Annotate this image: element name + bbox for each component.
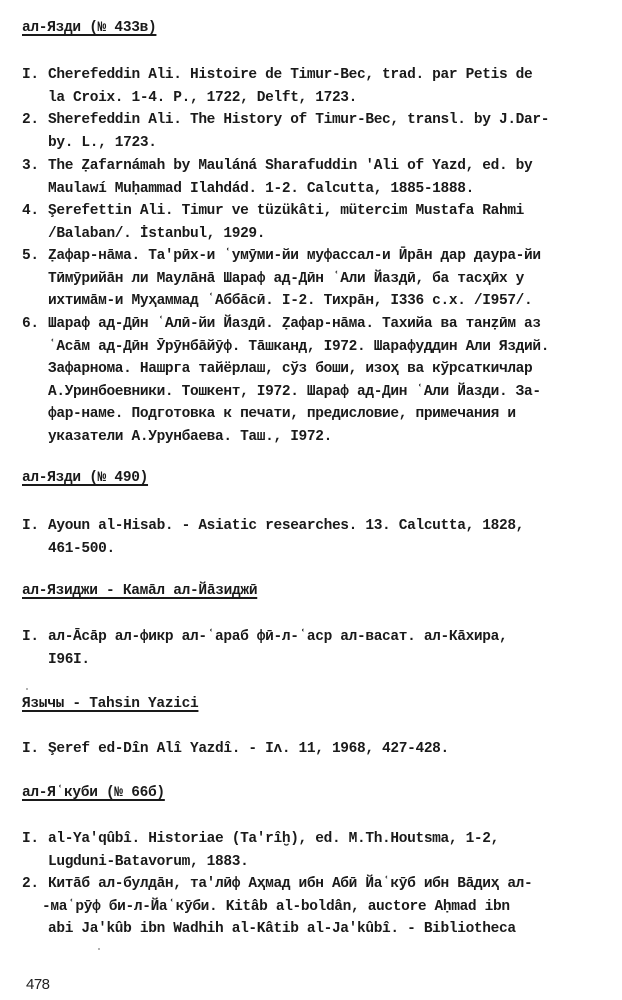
bibliography-entry: [22, 626, 602, 671]
section-heading: ал-Язди (№ 433в): [22, 20, 157, 36]
section-heading: ал-Яʿкуби (№ 66б): [22, 785, 165, 801]
bibliography-entry: [22, 738, 602, 761]
entry-line: Китāб ал-булдāн, та'лӣф Аҳмад ибн Абӣ Йаʿкӯб ибн Вāдиҳ ал-: [48, 876, 533, 892]
entry-line: фар-наме. Подготовка к печати, предисловие, примечания и: [48, 406, 516, 423]
entry-number: 3.: [22, 158, 39, 174]
entry-line: Шараф ад-Дӣн ʿАлӣ-йи Йаздӣ. Ẓафар-нāма. Тахийа ва танẓӣм аз: [48, 316, 541, 332]
section-heading: Язычы - Tahsin Yazici: [22, 696, 199, 712]
entry-line: la Croix. 1-4. P., 1722, Delft, 1723.: [48, 89, 358, 106]
entry-line: /Balaban/. İstanbul, 1929.: [48, 225, 266, 242]
scan-speck: [26, 688, 28, 690]
entry-line: I96I.: [48, 651, 90, 668]
bibliography-entry: [22, 828, 602, 873]
entry-line: abi Ja'kûb ibn Wadhih al-Kâtib al-Ja'kûbî. - Bibliotheca: [48, 921, 516, 938]
entry-line: Зафарнома. Нашрга тайёрлаш, сўз боши, изоҳ ва кўрсаткичлар: [48, 361, 533, 378]
entry-number: 5.: [22, 248, 39, 264]
entry-line: by. L., 1723.: [48, 134, 157, 151]
bibliography-entry: [22, 155, 602, 200]
entry-line: Sherefeddin Ali. The History of Timur-Bec, transl. by J.Dar-: [48, 112, 550, 128]
page-number: 478: [26, 976, 50, 993]
entry-number: 2.: [22, 112, 39, 128]
entry-line: Lugduni-Batavorum, 1883.: [48, 853, 249, 870]
section-heading: ал-Язиджи - Камāл ал-Йāзиджӣ: [22, 583, 258, 599]
bibliography-entry: [22, 245, 602, 313]
entry-line: ʿАсāм ад-Дӣн Ӯрӯнбāйӯф. Тāшканд, I972. Шарафуддин Али Яздий.: [48, 338, 550, 355]
entry-line: The Ẓafarnámah by Mauláná Sharafuddin 'Ali of Yazd, ed. by: [48, 158, 533, 174]
bibliography-entry: [22, 64, 602, 109]
entry-line: А.Уринбоевники. Тошкент, I972. Шараф ад-Дин ʿАли Йазди. За-: [48, 383, 541, 400]
entry-line: ал-Āсāр ал-фикр ал-ʿараб фӣ-л-ʿаср ал-васат. ал-Кāхира,: [48, 629, 508, 645]
entry-number: I.: [22, 67, 39, 83]
entry-line: ихтимāм-и Муҳаммад ʿАббāсӣ. I-2. Тихрāн, I336 с.х. /I957/.: [48, 293, 533, 310]
entry-number: 4.: [22, 203, 39, 219]
bibliography-entry: [22, 109, 602, 154]
bibliography-entry: [22, 200, 602, 245]
entry-line: Cherefeddin Ali. Histoire de Timur-Bec, trad. par Petis de: [48, 67, 533, 83]
entry-number: I.: [22, 629, 39, 645]
entry-line: 461-500.: [48, 540, 115, 557]
bibliography-entry: [22, 515, 602, 560]
entry-line: указатели А.Урунбаева. Таш., I972.: [48, 428, 332, 445]
entry-line: -маʿрӯф би-л-Йаʿкӯби. Kitâb al-boldân, auctore Aḥmad ibn: [42, 898, 510, 915]
entry-line: Şerefettin Ali. Timur ve tüzükâti, mütercim Mustafa Rahmi: [48, 203, 525, 219]
entry-line: al-Ya'qûbî. Historiae (Ta'rîḫ), ed. M.Th.Houtsma, 1-2,: [48, 831, 499, 847]
section-heading: ал-Язди (№ 490): [22, 470, 149, 486]
entry-number: 2.: [22, 876, 39, 892]
scan-speck: [98, 948, 100, 950]
entry-number: 6.: [22, 316, 39, 332]
entry-number: I.: [22, 518, 39, 534]
entry-number: I.: [22, 831, 39, 847]
entry-line: Ayoun al-Hisab. - Asiatic researches. 13. Calcutta, 1828,: [48, 518, 525, 534]
entry-number: I.: [22, 741, 39, 757]
entry-line: Maulawí Muḥammad Ilahdád. 1-2. Calcutta, 1885-1888.: [48, 180, 474, 197]
entry-line: Ẓафар-нāма. Та'рӣх-и ʿумӯми-йи муфассал-и Ӣрāн дар даура-йи: [48, 248, 541, 264]
bibliography-entry: [22, 873, 602, 941]
entry-line: Şeref ed-Dîn Alî Yazdî. - Iʌ. 11, 1968, 427-428.: [48, 741, 449, 757]
entry-line: Тӣмӯрийāн ли Маулāнā Шараф ад-Дӣн ʿАли Йаздӣ, ба тасҳӣх у: [48, 270, 525, 287]
bibliography-entry: [22, 313, 602, 449]
